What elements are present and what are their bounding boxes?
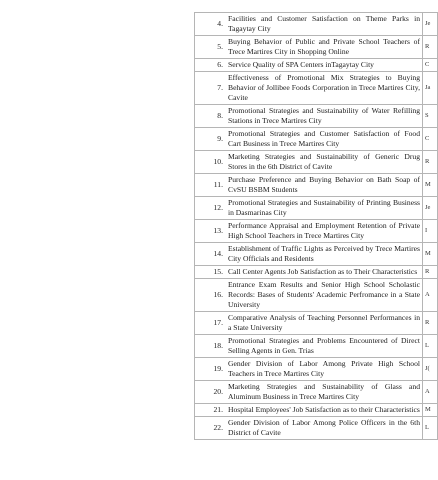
author-cell-truncated: R — [423, 151, 438, 174]
author-cell-truncated: A — [423, 279, 438, 312]
author-cell-truncated: C — [423, 128, 438, 151]
table-row — [195, 266, 438, 279]
author-cell-truncated: Je — [423, 13, 438, 36]
row-number: 10. — [195, 151, 227, 174]
row-number: 12. — [195, 197, 227, 220]
research-title: Effectiveness of Promotional Mix Strategies to Buying Behavior of Jollibee Foods Corporation in Trece Martires City, Cavite — [226, 72, 423, 105]
research-title: Marketing Strategies and Sustainability of Glass and Aluminum Business in Trece Martires City — [226, 381, 423, 404]
author-cell-truncated: M — [423, 243, 438, 266]
row-number: 6. — [195, 59, 227, 72]
research-title: Performance Appraisal and Employment Retention of Private High School Teachers in Trece Martires City — [226, 220, 423, 243]
author-cell-truncated: R — [423, 266, 438, 279]
research-title: Establishment of Traffic Lights as Perceived by Trece Martires City Officials and Residents — [226, 243, 423, 266]
row-number: 17. — [195, 312, 227, 335]
table-row — [195, 36, 438, 59]
row-number: 19. — [195, 358, 227, 381]
table-row — [195, 279, 438, 312]
row-number: 14. — [195, 243, 227, 266]
author-cell-truncated: L — [423, 335, 438, 358]
row-number: 18. — [195, 335, 227, 358]
research-title: Buying Behavior of Public and Private School Teachers of Trece Martires City in Shopping Online — [226, 36, 423, 59]
research-title: Purchase Preference and Buying Behavior on Bath Soap of CvSU BSBM Students — [226, 174, 423, 197]
author-cell-truncated: A — [423, 381, 438, 404]
table-row — [195, 243, 438, 266]
row-number: 11. — [195, 174, 227, 197]
research-title: Hospital Employees' Job Satisfaction as to their Characteristics — [226, 404, 423, 417]
research-title: Service Quality of SPA Centers inTagaytay City — [226, 59, 423, 72]
table-row — [195, 335, 438, 358]
research-titles-table — [194, 12, 438, 440]
row-number: 13. — [195, 220, 227, 243]
author-cell-truncated: J( — [423, 358, 438, 381]
author-cell-truncated: Je — [423, 197, 438, 220]
author-cell-truncated: I — [423, 220, 438, 243]
table-row — [195, 404, 438, 417]
author-cell-truncated: R — [423, 312, 438, 335]
table-row — [195, 72, 438, 105]
research-title: Facilities and Customer Satisfaction on Theme Parks in Tagaytay City — [226, 13, 423, 36]
row-number: 8. — [195, 105, 227, 128]
row-number: 4. — [195, 13, 227, 36]
table-row — [195, 13, 438, 36]
author-cell-truncated: M — [423, 404, 438, 417]
table-body — [195, 13, 438, 440]
author-cell-truncated: M — [423, 174, 438, 197]
research-title: Gender Division of Labor Among Police Officers in the 6th District of Cavite — [226, 417, 423, 440]
row-number: 16. — [195, 279, 227, 312]
author-cell-truncated: S — [423, 105, 438, 128]
table-row — [195, 381, 438, 404]
table-row — [195, 151, 438, 174]
research-title: Gender Division of Labor Among Private High School Teachers in Trece Martires City — [226, 358, 423, 381]
research-title: Promotional Strategies and Customer Satisfaction of Food Cart Business in Trece Martires City — [226, 128, 423, 151]
row-number: 9. — [195, 128, 227, 151]
author-cell-truncated: C — [423, 59, 438, 72]
row-number: 21. — [195, 404, 227, 417]
row-number: 22. — [195, 417, 227, 440]
row-number: 15. — [195, 266, 227, 279]
table-row — [195, 174, 438, 197]
table-row — [195, 197, 438, 220]
row-number: 7. — [195, 72, 227, 105]
author-cell-truncated: R — [423, 36, 438, 59]
author-cell-truncated: L — [423, 417, 438, 440]
research-title: Comparative Analysis of Teaching Personnel Performances in a State University — [226, 312, 423, 335]
table-row — [195, 358, 438, 381]
research-title: Call Center Agents Job Satisfaction as to Their Characteristics — [226, 266, 423, 279]
research-title: Marketing Strategies and Sustainability of Generic Drug Stores in the 6th District of Cavite — [226, 151, 423, 174]
research-title: Entrance Exam Results and Senior High School Scholastic Records: Bases of Students' Academic Perfromance in a State University — [226, 279, 423, 312]
research-title: Promotional Strategies and Problems Encountered of Direct Selling Agents in Gen. Trias — [226, 335, 423, 358]
table-row — [195, 417, 438, 440]
row-number: 20. — [195, 381, 227, 404]
table-row — [195, 59, 438, 72]
row-number: 5. — [195, 36, 227, 59]
table-row — [195, 312, 438, 335]
research-title: Promotional Strategies and Sustainability of Printing Business in Dasmarinas City — [226, 197, 423, 220]
author-cell-truncated: Ja — [423, 72, 438, 105]
table-row — [195, 128, 438, 151]
research-title: Promotional Strategies and Sustainability of Water Refilling Stations in Trece Martires City — [226, 105, 423, 128]
table-row — [195, 220, 438, 243]
table-row — [195, 105, 438, 128]
